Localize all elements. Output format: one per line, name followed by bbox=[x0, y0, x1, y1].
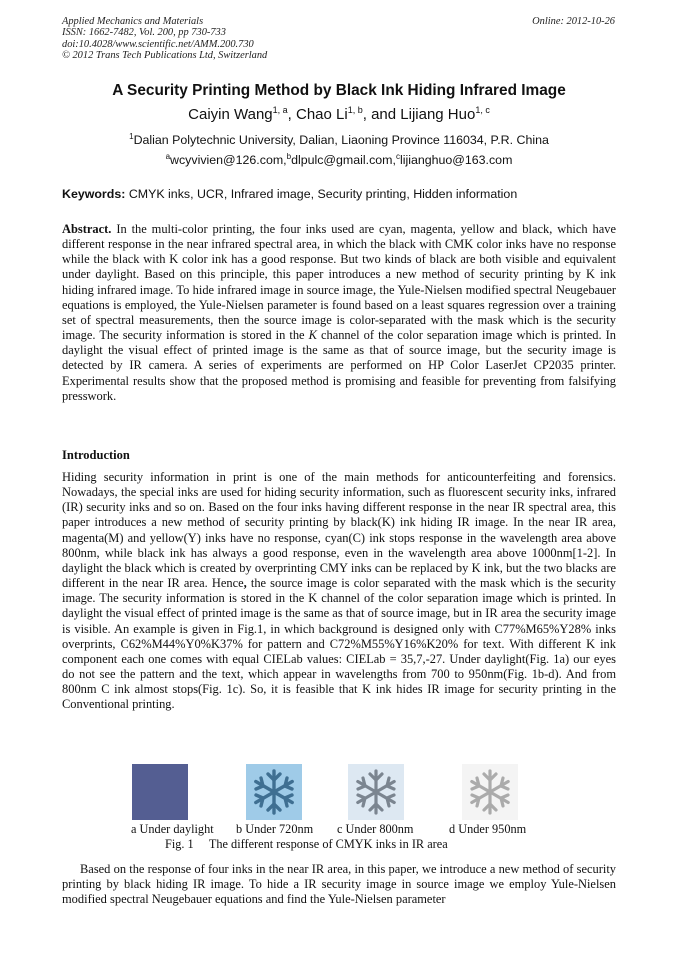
figure-image-950nm bbox=[462, 764, 518, 820]
figure-subcaption-a: a Under daylight bbox=[131, 822, 214, 836]
body-paragraph: Based on the response of four inks in the near IR area, in this paper, we introduce a new method of security printing by black hiding IR image. To hide a IR security image in source image we employ Yule-Nielsen modified spectral Neugebauer equations and find the Yule-Nielsen parameter bbox=[62, 862, 616, 907]
snowflake-icon bbox=[246, 764, 302, 820]
figure-image-daylight bbox=[132, 764, 188, 820]
snowflake-icon bbox=[462, 764, 518, 820]
figure-image-800nm bbox=[348, 764, 404, 820]
abstract-text: In the multi-color printing, the four inks used are cyan, magenta, yellow and black, which have different response in the near infrared spectral area, in which the black with CMK color inks have no response while the black with K color ink has a good response. But two kinds of black are both visible and equivalent under daylight. Based on this principle, this paper introduces a new method of security printing by K ink hiding infrared image. To hide infrared image in source image, the Yule-Nielsen modified spectral Neugebauer equations is employed, the Yule-Nielsen parameter is found based on a least squares regression over a training set of spectral measurements, then the source image is color-separated with the mask which is the security image. The security information is stored in the bbox=[62, 222, 617, 343]
paper-title: A Security Printing Method by Black Ink Hiding Infrared Image bbox=[112, 82, 566, 99]
author-name: Caiyin Wang bbox=[188, 106, 273, 123]
email-link[interactable]: wcyvivien@126.com bbox=[170, 153, 284, 167]
email-sup: a bbox=[165, 152, 171, 161]
author-name: Lijiang Huo bbox=[400, 106, 476, 123]
abstract-label: Abstract. bbox=[62, 222, 112, 236]
author-sup: 1, a bbox=[272, 105, 288, 115]
author-list: Caiyin Wang$^{1, a}$, Chao Li$^{1, b}$, and Lijiang Huo$^{1, c}$ bbox=[188, 105, 490, 123]
journal-header bbox=[62, 16, 267, 62]
author-sup: 1, b bbox=[347, 105, 363, 115]
email-link[interactable]: lijianghuo@163.com bbox=[399, 153, 513, 167]
intro-bold-comma: , bbox=[243, 576, 247, 591]
figure-image-720nm bbox=[246, 764, 302, 820]
keywords-label: Keywords: bbox=[62, 187, 126, 201]
email-sup: b bbox=[286, 152, 292, 161]
journal-name: Applied Mechanics and Materials bbox=[62, 16, 204, 27]
email-line: $^a$wcyvivien@126.com,$^b$dlpulc@gmail.com,$^c$lijianghuo@163.com bbox=[165, 152, 513, 167]
copyright-line: © 2012 Trans Tech Publications Ltd, Switzerland bbox=[62, 50, 268, 62]
figure-caption: Fig. 1 The different response of CMYK inks in IR area bbox=[165, 837, 448, 851]
author-name: Chao Li bbox=[296, 106, 348, 123]
author-and: and bbox=[371, 106, 397, 123]
snowflake-icon bbox=[348, 764, 404, 820]
keywords-text: CMYK inks, UCR, Infrared image, Security printing, Hidden information bbox=[128, 187, 518, 201]
affiliation-sup: 1 bbox=[129, 132, 134, 141]
online-date: Online: 2012-10-26 bbox=[532, 16, 615, 27]
intro-text: the source image is color separated with the mask which is the security image. The security information is stored in the K channel of the color separation image which is printed. In daylight the visual effect of printed image is the same as that of source image, but in IR area the security image is visible. An example is given in Fig.1, in which background is designed only with C77%M65%Y28% inks overprints, C62%M44%Y0%K37% for pattern and C72%M55%Y16%K20% for text. With different K ink component each one comes with equal CIELab values: CIELab = 35,7,-27. Under daylight(Fig. 1a) our eyes do not see the pattern and the text, which appear in wavelengths from 700 to 950nm(Fig. 1b-d). And from 800nm C ink almost stops(Fig. 1c). So, it is feasible that K ink hides IR image for security printing in the Conventional printing. bbox=[62, 576, 617, 712]
figure-subcaption-c: c Under 800nm bbox=[337, 822, 414, 836]
intro-text: Hiding security information in print is one of the main methods for anticounterfeiting and forensics. Nowadays, the special inks are used for hiding security information, such as fluorescent security inks, infrared (IR) security inks and so on. Based on the four inks having different response in the near IR spectral area, this paper introduces a new method of security printing by black(K) ink hiding IR image. In the near IR area, magenta(M) and yellow(Y) inks have no response, cyan(C) ink stops response in the wavelength area above 800nm, while black ink has always a good response, even in the wavelength area above 1000nm[1-2]. In daylight the black which is created by overprinting CMY inks can be replaced by K ink, but the two blacks are different in the near IR area. Hence bbox=[62, 470, 616, 591]
doi-line: doi:10.4028/www.scientific.net/AMM.200.730 bbox=[62, 38, 254, 50]
figure-subcaption-d: d Under 950nm bbox=[449, 822, 527, 836]
author-sup: 1, c bbox=[475, 105, 490, 115]
affiliation-text: Dalian Polytechnic University, Dalian, Liaoning Province 116034, P.R. China bbox=[133, 133, 549, 147]
keywords bbox=[62, 187, 618, 201]
issn-line: ISSN: 1662-7482, Vol. 200, pp 730-733 bbox=[62, 27, 226, 39]
section-heading-introduction: Introduction bbox=[62, 448, 130, 462]
introduction-paragraph bbox=[62, 470, 616, 713]
affiliation bbox=[0, 132, 678, 147]
email-link[interactable]: dlpulc@gmail.com bbox=[291, 153, 393, 167]
abstract-text: channel of the color separation image which is printed. In daylight the visual effect of printed image is the same as that of source image, but the security image is detected by IR camera. A series of experiments are performed on HP Color LaserJet CP2035 printer. Experimental results show that the proposed method is promising and feasible for preventing from falsifying presswork. bbox=[62, 328, 617, 403]
abstract-k-italic: K bbox=[308, 328, 317, 343]
email-sup: c bbox=[395, 152, 400, 161]
figure-subcaption-b: b Under 720nm bbox=[236, 822, 314, 836]
abstract-paragraph bbox=[62, 222, 616, 404]
